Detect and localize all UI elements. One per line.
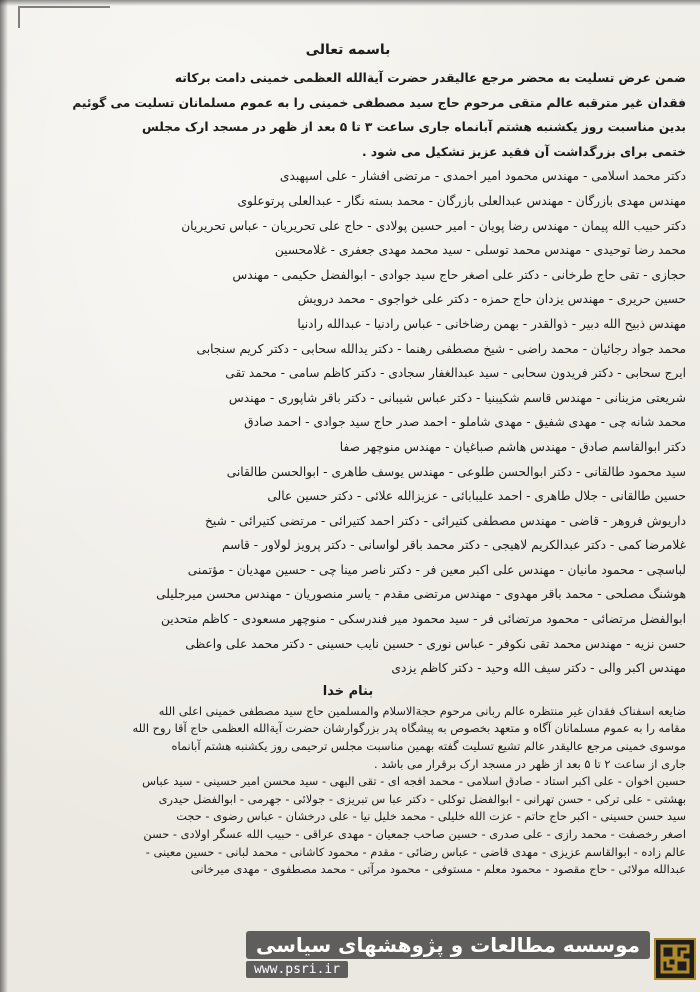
signatory-line: شریعتی مزینانی - مهندس قاسم شکیبنیا - دکتر عباس شیبانی - دکتر باقر شاپوری - مهندس — [228, 390, 686, 405]
scan-corner-mark — [18, 6, 110, 28]
signatory-line: دکتر حبیب الله پیمان - مهندس رضا پویان - امیر حسین پولادی - حاج علی تحریریان - عباس تحریریان — [181, 218, 686, 233]
signatory-line: ایرج سحابی - دکتر فریدون سحابی - سید عبدالغفار سجادی - دکتر کاظم سامی - محمد تقی — [225, 366, 686, 381]
signatory-line: لباسچی - محمود مانیان - مهندس علی اکبر معین فر - دکتر ناصر مینا چی - حسین مهدیان - مؤتمنی — [187, 562, 686, 577]
signatory-line: هوشنگ مصلحی - محمد باقر مهدوی - مهندس مرتضی مقدم - یاسر منصوریان - مهندس محسن میرجلیلی — [156, 587, 686, 602]
signatory-line: داریوش فروهر - قاضی - مهندس مصطفی کتیرائی - دکتر احمد کتیرائی - مرتضی کتیرائی - شیخ — [205, 513, 686, 528]
intro-line: ضمن عرض تسلیت به محضر مرجع عالیقدر حضرت آیةالله العظمی خمینی دامت برکاته — [174, 71, 686, 85]
signatory-line: حسین طالقانی - جلال طاهری - احمد علیبابائی - عزیزالله علائی - دکتر حسین عالی — [267, 489, 686, 504]
signatory-line: محمد شانه چی - مهدی شفیق - مهدی شاملو - احمد صدر حاج سید جوادی - احمد صادق — [244, 415, 686, 430]
second-line: مقامه را به عموم مسلمانان آگاه و متعهد بخصوص به پیشگاه پدر بزرگوارشان حضرت آیةالله العظمی حاج آقا روح الله — [132, 721, 686, 736]
signatory-line: دکتر ابوالقاسم صادق - مهندس هاشم صباغیان - مهندس منوچهر صفا — [339, 439, 686, 454]
second-announcement — [10, 703, 686, 879]
signatory-line: مهندس اکبر والی - دکتر سیف الله وحید - دکتر کاظم یزدی — [391, 661, 686, 676]
signatory-line: دکتر محمد اسلامی - مهندس محمود امیر احمدی - مرتضی افشار - علی اسپهبدی — [279, 169, 686, 184]
signatory-line: حسین حریری - مهندس یزدان حاج حمزه - دکتر علی خواجوی - محمد درویش — [297, 292, 686, 307]
signatory-line: ابوالفضل مرتضائی - محمود مرتضائی فر - سید محمود میر فندرسکی - منوچهر مسعودی - کاظم متحدین — [160, 612, 686, 627]
intro-line: ختمی برای بزرگداشت آن فقید عزیز تشکیل می شود . — [361, 144, 686, 159]
signatory-line: حسن نزیه - مهندس محمد تقی نکوفر - عباس نوری - حسین نایب حسینی - دکتر محمد علی واعظی — [185, 636, 686, 651]
second-line: عبدالله مولائی - حاج مقصود - محمود معلم - مستوفی - محمود مرآتی - محمد مصطفوی - مهدی میرخانی — [190, 862, 686, 877]
second-line: حسین اخوان - علی اکبر استاد - صادق اسلامی - محمد افجه ای - تقی البهی - سید محسن امیر حسینی - سید عباس — [142, 774, 686, 789]
archive-watermark — [246, 924, 650, 984]
signatory-line: محمد جواد رجائیان - محمد راضی - شیخ مصطفی رهنما - دکتر یدالله سحابی - دکتر کریم سنجابی — [196, 341, 686, 356]
intro-line: بدین مناسبت روز یکشنبه هشتم آبانماه جاری ساعت ۳ تا ۵ بعد از ظهر در مسجد ارک مجلس — [142, 120, 686, 135]
second-line: سید حسن حسینی - اکبر حاج حاتم - عزت الله خلیلی - محمد خلیل نیا - علی درخشان - عباس رضوی - حجت — [176, 809, 686, 824]
signatory-line: حجازی - تقی حاج طرخانی - دکتر علی اصغر حاج سید جوادی - ابوالفضل حکیمی - مهندس — [232, 267, 686, 282]
intro-line: فقدان غیر مترقبه عالم متقی مرحوم حاج سید مصطفی خمینی را به عموم مسلمانان تسلیت می گوئیم — [72, 95, 686, 110]
watermark-org-name: موسسه مطالعات و پژوهشهای سیاسی — [246, 931, 650, 959]
second-line: ضایعه اسفناک فقدان غیر منتظره عالم ربانی مرحوم حجةالاسلام والمسلمین حاج سید مصطفی خمینی اعلی الله — [158, 703, 686, 718]
second-line: بهشتی - علی ترکی - حسن تهرانی - ابوالفضل توکلی - دکتر عبا س تبریزی - جولائی - جهرمی - ابوالفضل حیدری — [158, 791, 686, 806]
signatory-line: مهندس مهدی بازرگان - مهندس عبدالعلی بازرگان - محمد بسته نگار - عبدالعلی پرتوعلوی — [237, 193, 686, 208]
signatory-line: غلامرضا کمی - دکتر عبدالکریم لاهیجی - دکتر محمد باقر لواسانی - دکتر پرویز لولاور - قاسم — [222, 538, 686, 553]
second-line: موسوی خمینی مرجع عالیقدر عالم تشیع تسلیت گفته بهمین مناسبت مجلس ترحیمی روز یکشنبه هشتم آبانماه — [171, 739, 686, 754]
first-announcement — [10, 66, 686, 681]
psri-logo-glyph-icon — [656, 940, 694, 978]
second-line: جاری از ساعت ۲ تا ۵ بعد از ظهر در مسجد ارک برقرار می باشد . — [374, 756, 686, 771]
announcement-document — [10, 42, 686, 879]
signatory-line: سید محمود طالقانی - دکتر ابوالحسن طلوعی - مهندس یوسف طاهری - ابوالحسن طالقانی — [226, 464, 686, 479]
second-heading: بنام خدا — [322, 683, 374, 699]
signatory-line: مهندس ذبیح الله دبیر - ذوالقدر - بهمن رضاخانی - عباس رادنیا - عبدالله رادنیا — [297, 316, 686, 331]
scan-edge-left — [0, 0, 8, 992]
watermark-url: www.psri.ir — [246, 961, 348, 978]
document-heading: باسمه تعالی — [305, 42, 391, 58]
psri-logo-icon — [654, 938, 696, 980]
signatory-line: محمد رضا توحیدی - مهندس محمد توسلی - سید محمد مهدی جعفری - غلامحسین — [274, 243, 686, 258]
second-line: عالم زاده - ابوالقاسم عزیزی - مهدی قاضی - عباس رضائی - مقدم - محمود کاشانی - محمد لبانی - حسین معینی - — [145, 844, 686, 859]
second-line: اصغر رخصفت - محمد رازی - علی صدری - حسین صاحب جمعیان - مهدی عراقی - حبیب الله عسگر اولادی - حسن — [143, 827, 686, 841]
